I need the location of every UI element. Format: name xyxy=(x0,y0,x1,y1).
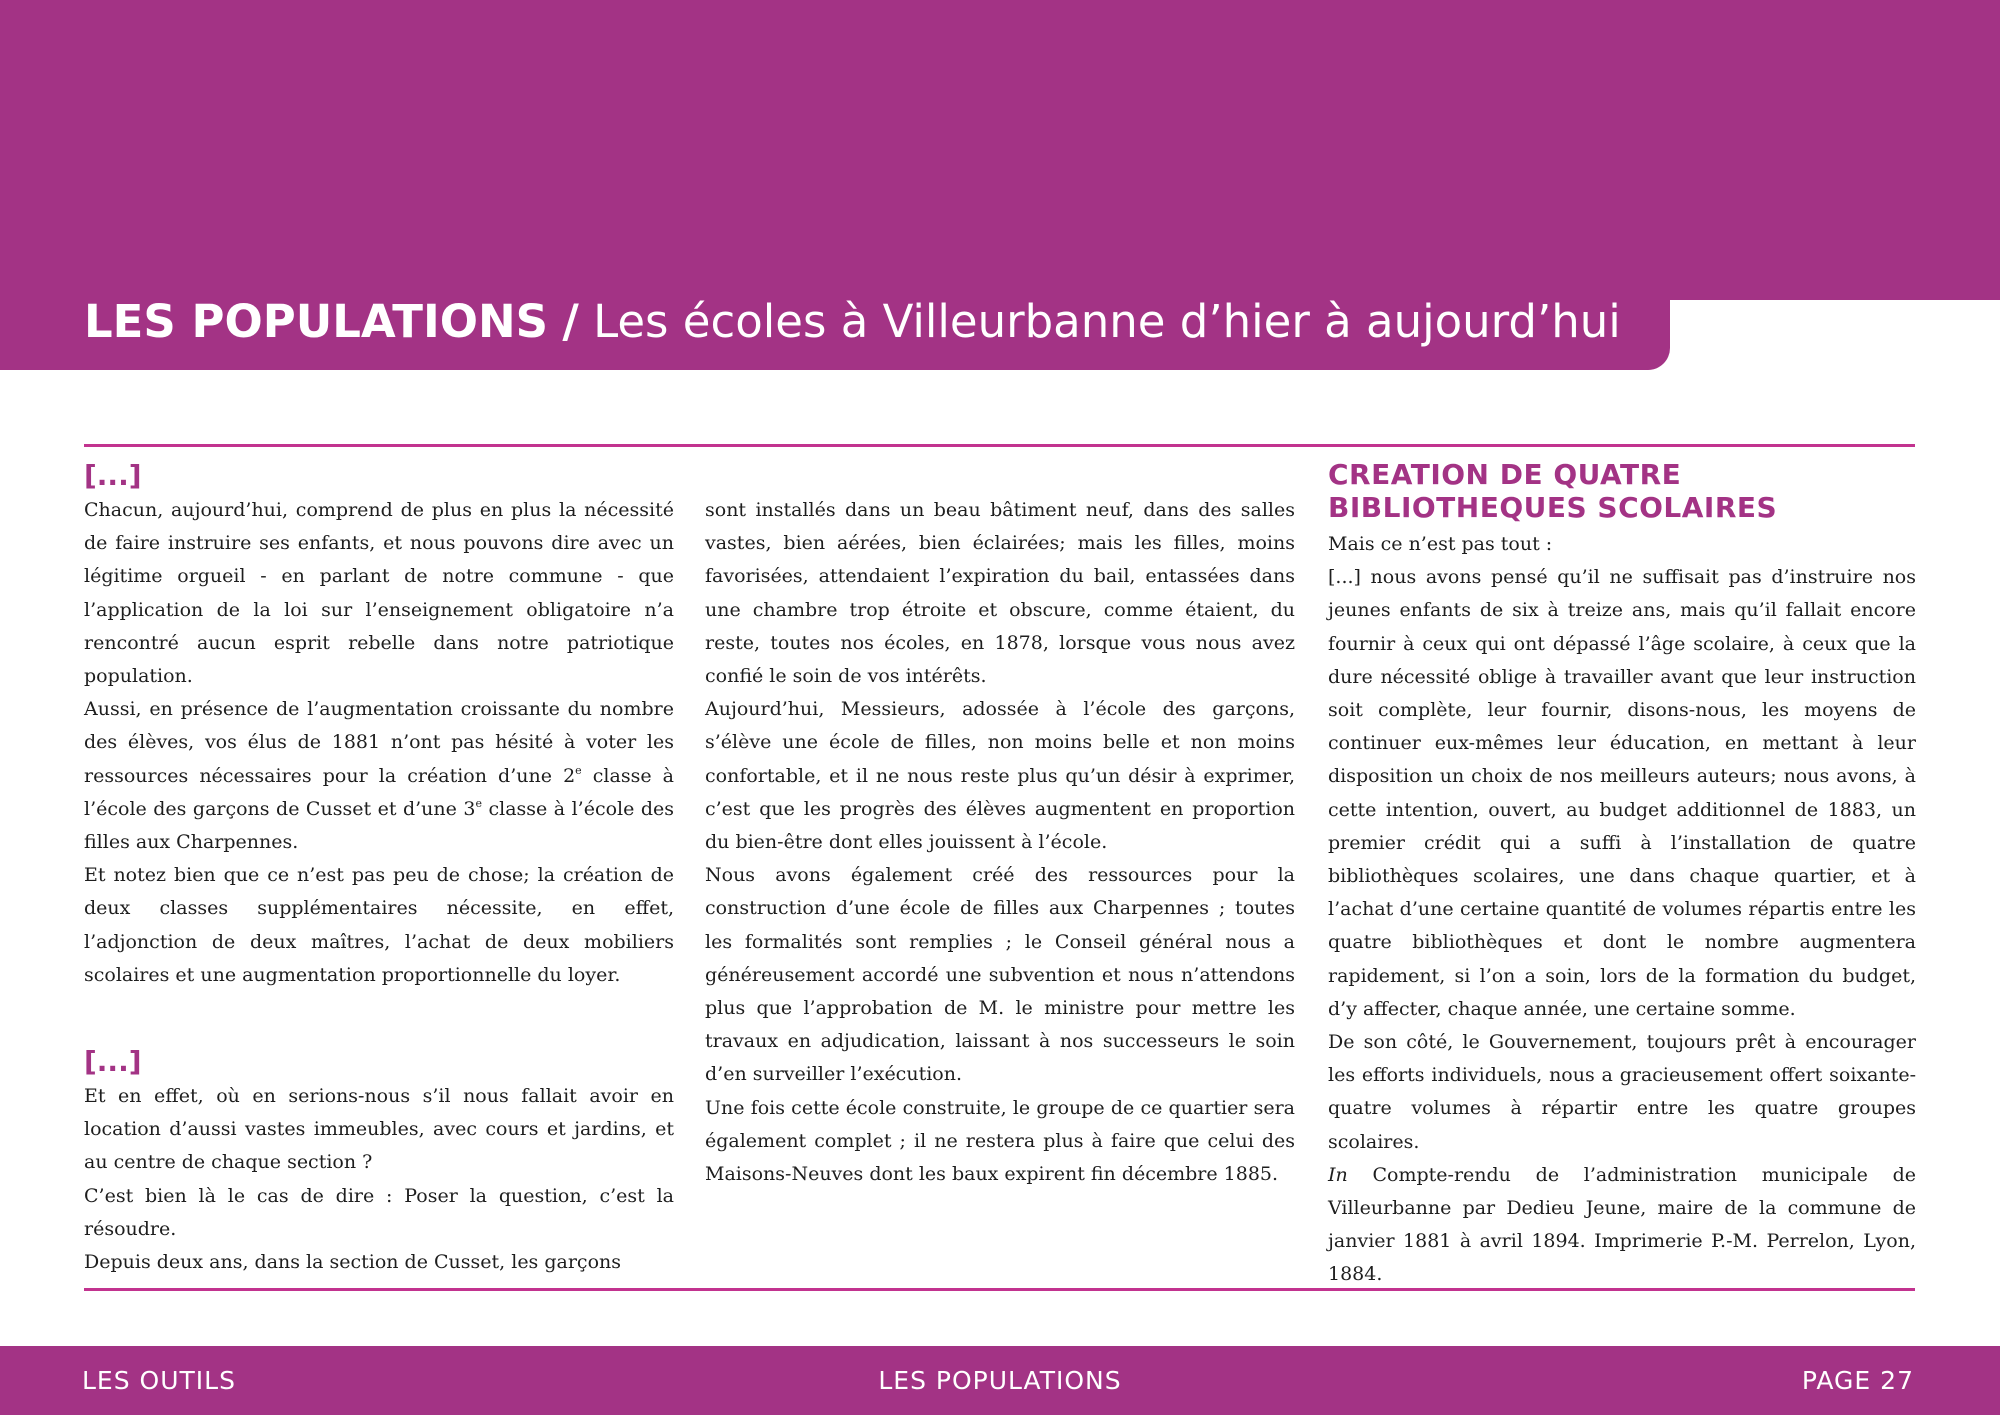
paragraph: Une fois cette école construite, le groupe de ce quartier sera également complet ; il ne restera plus à faire que celui des Maisons-Neuves dont les baux expirent fin décembre 1885. xyxy=(705,1096,1295,1186)
paragraph: Et notez bien que ce n’est pas peu de chose; la création de deux classes supplémentaires nécessite, en effet, l’adjonction de deux maîtres, l’achat de deux mobiliers scolaires et une augmentation proportionnelle du loyer. xyxy=(84,864,674,986)
text-run: classe à l’école des garçons de Cusset et d’une 3 xyxy=(84,764,674,820)
column-1 xyxy=(84,458,674,1279)
source-citation xyxy=(1328,1159,1916,1292)
footer-section-label: LES POPULATIONS xyxy=(878,1366,1122,1395)
paragraph: C’est bien là le cas de dire : Poser la question, c’est la résoudre. xyxy=(84,1184,674,1240)
citation-text: Compte-rendu de l’administration municipale de Villeurbanne par Dedieu Jeune, maire de la commune de janvier 1881 à avril 1894. Imprimerie P.-M. Perrelon, Lyon, 1884. xyxy=(1328,1163,1916,1286)
citation-in: In xyxy=(1328,1163,1348,1186)
superscript: e xyxy=(475,796,482,810)
bottom-divider xyxy=(84,1288,1915,1291)
paragraph xyxy=(84,693,674,859)
paragraph: Nous avons également créé des ressources pour la construction d’une école de filles aux Charpennes ; toutes les formalités sont remplies ; le Conseil général nous a généreusement accordé une subvention et nous n’attendons plus que l’approbation de M. le ministre pour mettre les travaux en adjudication, laissant à nos successeurs le soin d’en surveiller l’exécution. xyxy=(705,864,1295,1086)
text-run: Aussi, en présence de l’augmentation croissante du nombre des élèves, vos élus de 1881 n’ont pas hésité à voter les ressources nécessaires pour la création d’une 2 xyxy=(84,698,674,787)
column-3 xyxy=(1328,458,1916,1292)
section-heading xyxy=(1328,458,1916,524)
paragraph: Et en effet, où en serions-nous s’il nous fallait avoir en location d’aussi vastes immeubles, avec cours et jardins, et au centre de chaque section ? xyxy=(84,1085,674,1174)
column-2 xyxy=(705,458,1295,1191)
paragraph: De son côté, le Gouvernement, toujours prêt à encourager les efforts individuels, nous a gracieusement offert soixante-quatre volumes à répartir entre les quatre groupes scolaires. xyxy=(1328,1031,1916,1153)
paragraph: sont installés dans un beau bâtiment neuf, dans des salles vastes, bien aérées, bien éclairées; mais les filles, moins favorisées, attendaient l’expiration du bail, entassées dans une chambre trop étroite et obscure, comme étaient, du reste, toutes nos écoles, en 1878, lorsque vous nous avez confié le soin de vos intérêts. xyxy=(705,499,1295,688)
ellipsis-marker: [...] xyxy=(84,459,142,492)
paragraph: Aujourd’hui, Messieurs, adossée à l’école des garçons, s’élève une école de filles, non moins belle et non moins confortable, et il ne nous reste plus qu’un désir à exprimer, c’est que les progrès des élèves augmentent en proportion du bien-être dont elles jouissent à l’école. xyxy=(705,698,1295,854)
footer-nav-tools[interactable]: LES OUTILS xyxy=(82,1366,236,1395)
top-divider xyxy=(84,444,1915,447)
paragraph: Depuis deux ans, dans la section de Cusset, les garçons xyxy=(84,1251,621,1274)
header-band xyxy=(0,0,2000,300)
heading-line: BIBLIOTHEQUES SCOLAIRES xyxy=(1328,491,1778,524)
paragraph: Mais ce n’est pas tout : xyxy=(1328,533,1553,555)
superscript: e xyxy=(575,763,582,777)
paragraph: [...] nous avons pensé qu’il ne suffisait pas d’instruire nos jeunes enfants de six à treize ans, mais qu’il fallait encore fournir à ceux qui ont dépassé l’âge scolaire, à ceux que la dure nécessité oblige à travailler avant que leur instruction soit complète, leur fournir, disons-nous, les moyens de continuer eux-mêmes leur éducation, en mettant à leur disposition un choix de nos meilleurs auteurs; nous avons, à cette intention, ouvert, au budget additionnel de 1883, un premier crédit qui a suffi à l’installation de quatre bibliothèques scolaires, une dans chaque quartier, et à l’achat d’une certaine quantité de volumes répartis entre les quatre bibliothèques et dont le nombre augmentera rapidement, si l’on a soin, lors de la formation du budget, d’y affecter, chaque année, une certaine somme. xyxy=(1328,566,1916,1020)
page-subtitle: Les écoles à Villeurbanne d’hier à aujourd’hui xyxy=(593,295,1621,348)
heading-line: CREATION DE QUATRE xyxy=(1328,458,1682,491)
section-name: LES POPULATIONS xyxy=(84,295,549,348)
page-title xyxy=(84,292,1621,352)
title-separator: / xyxy=(562,295,579,348)
footer-bar xyxy=(0,1346,2000,1415)
text-run: classe à l’école des filles aux Charpennes. xyxy=(84,797,674,854)
paragraph: Chacun, aujourd’hui, comprend de plus en plus la nécessité de faire instruire ses enfants, et nous pouvons dire avec un légitime orgueil - en parlant de notre commune - que l’application de la loi sur l’enseignement obligatoire n’a rencontré aucun esprit rebelle dans notre patriotique population. xyxy=(84,499,674,688)
footer-page-number: PAGE 27 xyxy=(1801,1366,1914,1395)
ellipsis-marker: [...] xyxy=(84,1045,142,1079)
